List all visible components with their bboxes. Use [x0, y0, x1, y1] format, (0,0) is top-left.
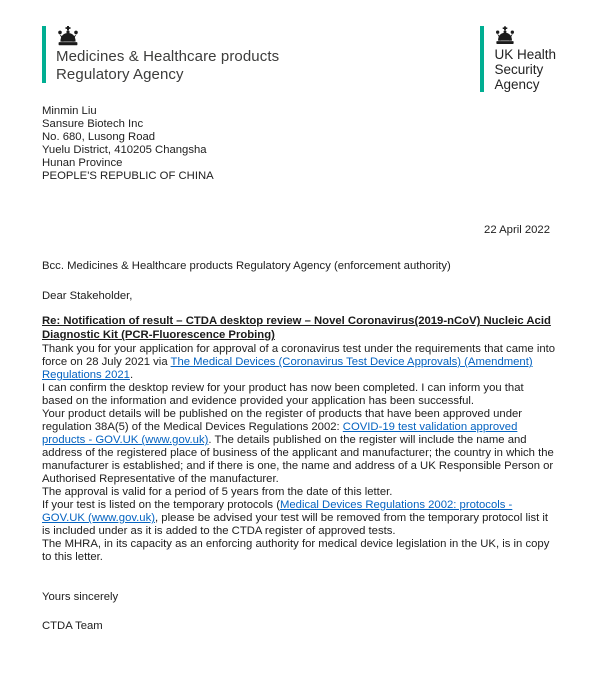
paragraph-text: If your test is listed on the temporary protocols (: [42, 499, 280, 512]
paragraph-mhra-copy: The MHRA, in its capacity as an enforcing authority for medical device legislation in the UK, is in copy to this letter.: [42, 538, 550, 564]
recipient-address-block: [42, 105, 556, 182]
crown-icon: [494, 26, 516, 45]
ukhsa-wordmark-line1: UK Health: [494, 47, 556, 62]
paragraph-text: Thank you for your application for approval of a coronavirus test under the requirements that came into force on 28 July 2021 via: [42, 343, 556, 369]
link-approved-products-register[interactable]: COVID-19 test validation approved products - GOV.UK (www.gov.uk): [42, 421, 518, 447]
paragraph-approval-validity: The approval is valid for a period of 5 years from the date of this letter.: [42, 486, 393, 499]
mhra-wordmark-line2: Regulatory Agency: [56, 65, 184, 83]
mhra-wordmark-line1: Medicines & Healthcare products: [56, 48, 280, 65]
paragraph-temporary-protocols: [42, 499, 556, 538]
paragraph-text: , please be advised your test will be removed from the temporary protocol list it is included under as it is added to the CTDA register of approved tests.: [42, 512, 549, 538]
paragraph-application: [42, 343, 556, 382]
bcc-line: Bcc. Medicines & Healthcare products Regulatory Agency (enforcement authority): [42, 260, 451, 273]
link-protocols-govuk[interactable]: Medical Devices Regulations 2002: protocols - GOV.UK (www.gov.uk): [42, 499, 513, 525]
crown-icon: [56, 26, 80, 46]
recipient-street: No. 680, Lusong Road: [42, 130, 156, 143]
paragraph-text: Your product details will be published on the register of products that have been approved under regulation 38A(5) of the Medical Devices Regulations 2002:: [42, 408, 523, 434]
paragraph-review-complete: I can confirm the desktop review for your product has now been completed. I can inform you that based on the information and evidence provided your application has been successful.: [42, 382, 524, 408]
ukhsa-logo: [480, 26, 556, 92]
recipient-district: Yuelu District, 410205 Changsha: [42, 143, 207, 156]
salutation: Dear Stakeholder,: [42, 290, 133, 303]
mhra-logo: [42, 26, 279, 83]
link-ctda-amendment-regulations[interactable]: The Medical Devices (Coronavirus Test Device Approvals) (Amendment) Regulations 2021: [42, 356, 533, 382]
ukhsa-wordmark-line3: Agency: [494, 77, 540, 92]
recipient-province: Hunan Province: [42, 156, 123, 169]
valediction: Yours sincerely: [42, 591, 119, 604]
recipient-country: PEOPLE'S REPUBLIC OF CHINA: [42, 169, 214, 182]
subject-line: Re: Notification of result – CTDA desktop review – Novel Coronavirus(2019-nCoV) Nucleic Acid Diagnostic Kit (PCR-Fluorescence Probing): [42, 315, 551, 342]
ukhsa-wordmark-line2: Security: [494, 62, 544, 77]
paragraph-text: .: [129, 369, 134, 382]
recipient-company: Sansure Biotech Inc: [42, 117, 144, 130]
recipient-name: Minmin Liu: [42, 105, 97, 117]
letter-header: [42, 26, 556, 92]
paragraph-text: . The details published on the register will include the name and address of the registered place of business of the applicant and manufacturer; the country in which the manufacturer is established; and if there is one, the name and address of a UK Responsible Person or Authorised Representative of the manufacturer.: [42, 434, 554, 486]
paragraph-register-details: [42, 408, 556, 486]
letter-date: 22 April 2022: [484, 224, 550, 237]
signature-team: CTDA Team: [42, 620, 103, 633]
